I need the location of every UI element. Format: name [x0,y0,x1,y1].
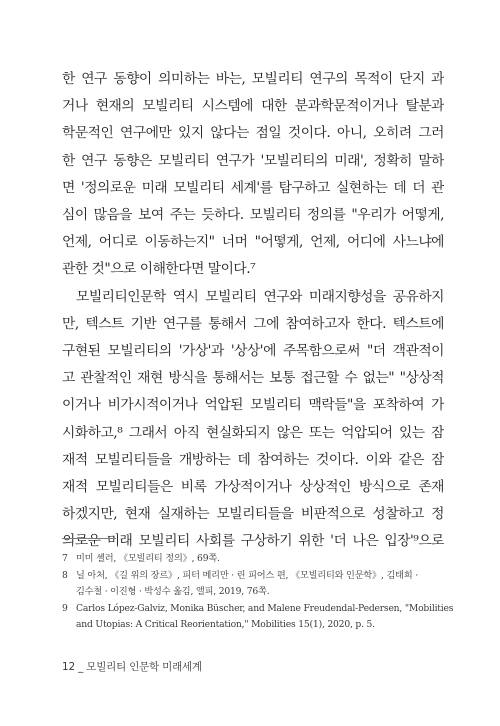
footnote-text [76,551,444,568]
body-line: 재적 모빌리티들은 비록 가상적이거나 상상적인 방식으로 존재 [62,479,444,496]
body-line: 하겠지만, 현재 실재하는 모빌리티들을 비판적으로 성찰하고 정 [62,506,444,523]
footnote-number: 8 [62,569,68,581]
body-line: 거나 현재의 모빌리티 시스템에 대한 분과학문적이거나 탈분과 [62,98,444,115]
footnote-number: 9 [62,602,68,614]
body-line: 면 '정의로운 미래 모빌리티 세계'를 탐구하고 실현하는 데 더 관 [62,179,444,196]
footnote-line: Carlos López-Galviz, Monika Büscher, and Malene Freudendal-Pedersen, "Mobilities [76,602,454,614]
footnote-line: 미미 셸러, 《모빌리티 정의》, 69쪽. [76,553,220,564]
body-line: 만, 텍스트 기반 연구를 통해서 그에 참여하고자 한다. 텍스트에 [62,315,444,332]
paragraph-start-line: 모빌리티인문학 역시 모빌리티 연구와 미래지향성을 공유하지 [76,288,444,305]
footnote-line: 닐 아처, 《길 위의 장르》, 피터 메리만 · 린 피어스 편, 《모빌리티와 인문학》, 김태희 · [76,569,418,581]
body-line: 언제, 어디로 이동하는지" 너머 "어떻게, 언제, 어디에 사느냐에 [62,234,444,251]
body-line: 이거나 비가시적이거나 억압된 모빌리티 맥락들"을 포착하여 가 [62,397,444,414]
body-line: 재적 모빌리티들을 개방하는 데 참여하는 것이다. 이와 같은 잠 [62,451,444,468]
body-line: 한 연구 동향은 모빌리티 연구가 '모빌리티의 미래', 정확히 말하 [62,152,444,169]
body-line: 한 연구 동향이 의미하는 바는, 모빌리티 연구의 목적이 단지 과 [62,71,444,87]
footnotes [62,551,454,634]
footnote-text [76,568,444,601]
page-footer: 12 _ 모빌리티 인문학 미래세계 [62,661,202,673]
footnote-text [76,601,453,634]
body-line: 학문적인 연구에만 있지 않다는 점일 것이다. 아니, 오히려 그러 [62,125,444,142]
footnote-9 [62,601,454,634]
footnote-8 [62,568,444,601]
footnote-number: 7 [62,553,68,564]
body-text [62,66,444,556]
body-line: 의로운 미래 모빌리티 사회를 구상하기 위한 '더 나은 입장'⁹으로 [62,533,444,550]
body-line: 고 관찰적인 재현 방식을 통해서는 보통 접근할 수 없는" "상상적 [62,370,444,387]
footnote-divider [62,538,116,539]
body-line: 관한 것"으로 이해한다면 말이다.⁷ [62,261,256,278]
footnote-line: and Utopias: A Critical Reorientation," Mobilities 15(1), 2020, p. 5. [76,619,375,631]
body-line: 시화하고,⁸ 그래서 아직 현실화되지 않은 또는 억압되어 있는 잠 [62,424,444,441]
body-line: 심이 많음을 보여 주는 듯하다. 모빌리티 정의를 "우리가 어떻게, [62,207,444,224]
body-line: 구현된 모빌리티의 '가상'과 '상상'에 주목함으로써 "더 객관적이 [62,343,444,360]
footnote-line: 김수철 · 이진형 · 박성수 옮김, 앨피, 2019, 76쪽. [76,586,270,598]
footnote-7 [62,551,444,568]
